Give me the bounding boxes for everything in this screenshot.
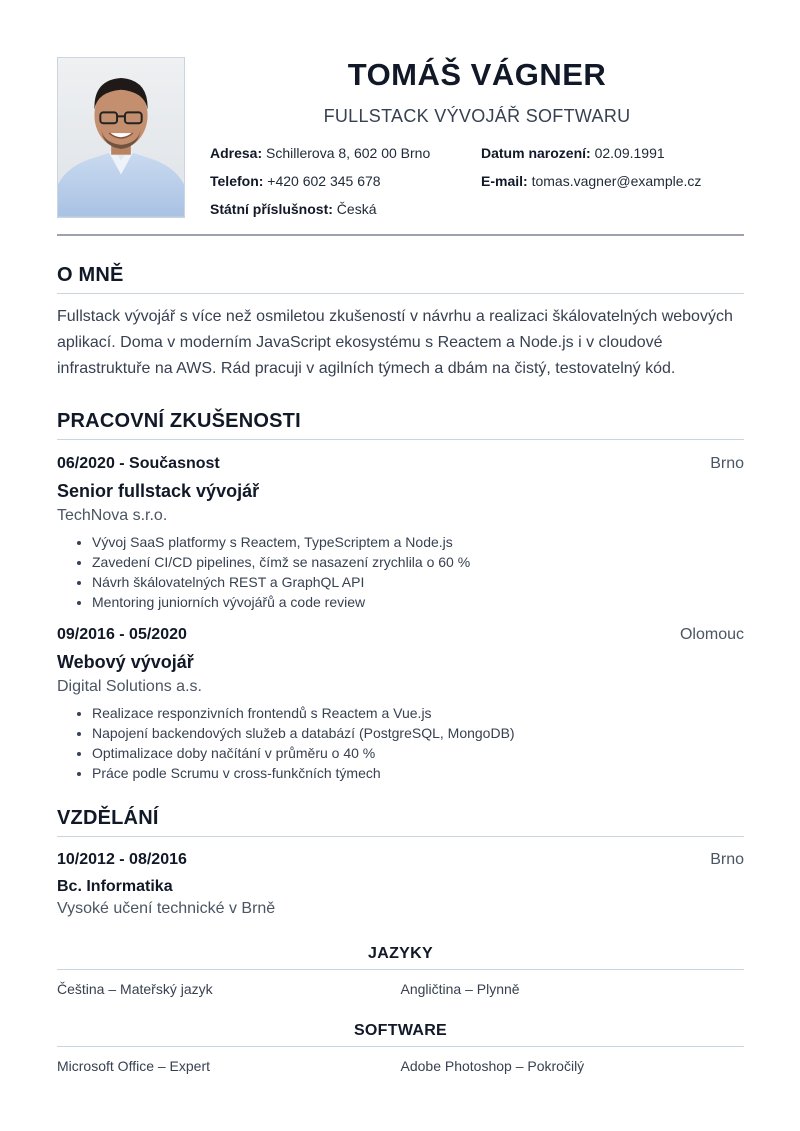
birth-date-field <box>481 145 665 161</box>
person-name: TOMÁŠ VÁGNER <box>347 57 607 92</box>
phone-field <box>210 173 381 189</box>
resume-header <box>57 0 744 237</box>
birth-date-value: 02.09.1991 <box>594 145 665 161</box>
education-degree: Bc. Informatika <box>57 878 173 895</box>
address-value: Schillerova 8, 602 00 Brno <box>266 145 431 161</box>
job-bullets <box>57 532 744 612</box>
list-item: • Práce podle Scrumu v cross-funkčních týmech <box>92 763 744 783</box>
phone-value: +420 602 345 678 <box>267 173 381 189</box>
email-label: E-mail: <box>481 173 528 189</box>
header-divider <box>57 234 744 236</box>
email-value: tomas.vagner@example.cz <box>531 173 702 189</box>
nationality-label: Státní příslušnost: <box>210 201 333 217</box>
nationality-value: Česká <box>336 201 377 217</box>
job-entry <box>57 626 744 783</box>
resume-page <box>57 0 744 1074</box>
job-header <box>57 626 744 644</box>
list-item: • Návrh škálovatelných REST a GraphQL API <box>92 572 744 592</box>
job-company: TechNova s.r.o. <box>57 507 168 524</box>
education-section <box>57 807 744 918</box>
list-item: • Zavedení CI/CD pipelines, čímž se nasazení zrychlila o 60 % <box>92 552 744 572</box>
languages-title: JAZYKY <box>57 945 744 970</box>
list-item: Angličtina – Plynně <box>400 981 520 997</box>
job-period: 09/2016 - 05/2020 <box>57 626 187 643</box>
languages-section <box>57 945 744 997</box>
job-entry <box>57 455 744 612</box>
job-place: Brno <box>710 455 744 472</box>
education-place: Brno <box>710 851 744 868</box>
list-item: • Mentoring juniorních vývojářů a code review <box>92 592 744 612</box>
person-portrait-icon <box>58 58 184 217</box>
list-item: Čeština – Mateřský jazyk <box>57 981 213 997</box>
education-header <box>57 851 744 869</box>
education-school: Vysoké učení technické v Brně <box>57 900 276 917</box>
software-title: SOFTWARE <box>57 1022 744 1047</box>
about-title: O MNĚ <box>57 264 744 294</box>
job-header <box>57 455 744 473</box>
job-period: 06/2020 - Současnost <box>57 455 220 472</box>
profile-photo <box>57 57 185 218</box>
address-label: Adresa: <box>210 145 263 161</box>
phone-label: Telefon: <box>210 173 264 189</box>
job-place: Olomouc <box>679 626 744 643</box>
list-item: • Napojení backendových služeb a databází (PostgreSQL, MongoDB) <box>92 723 744 743</box>
software-list <box>57 1058 744 1074</box>
job-role: Senior fullstack vývojář <box>57 481 260 501</box>
languages-list <box>57 981 744 997</box>
list-item: • Realizace responzivních frontendů s Reactem a Vue.js <box>92 703 744 723</box>
job-bullets <box>57 703 744 783</box>
experience-section <box>57 410 744 783</box>
list-item: • Optimalizace doby načítání v průměru o 40 % <box>92 743 744 763</box>
job-role: Webový vývojář <box>57 652 194 672</box>
job-company: Digital Solutions a.s. <box>57 678 202 695</box>
about-section <box>57 264 744 382</box>
birth-date-label: Datum narození: <box>481 145 591 161</box>
address-field <box>210 145 430 161</box>
education-period: 10/2012 - 08/2016 <box>57 851 187 868</box>
job-title: FULLSTACK VÝVOJÁŘ SOFTWARU <box>323 106 631 126</box>
software-section <box>57 1022 744 1074</box>
experience-title: PRACOVNÍ ZKUŠENOSTI <box>57 410 744 440</box>
email-field <box>481 173 701 189</box>
about-text: Fullstack vývojář s více než osmiletou zkušeností v návrhu a realizaci škálovatelných webových aplikací. Doma v moderním JavaScript ekosystému s Reactem a Node.js i v cloudové infrastruktuře na AWS. Rád pracuji v agilních týmech a dbám na čistý, testovatelný kód. <box>57 308 733 377</box>
list-item: Adobe Photoshop – Pokročilý <box>400 1058 585 1074</box>
list-item: • Vývoj SaaS platformy s Reactem, TypeScriptem a Node.js <box>92 532 744 552</box>
nationality-field <box>210 201 376 217</box>
education-title: VZDĚLÁNÍ <box>57 807 744 837</box>
list-item: Microsoft Office – Expert <box>57 1058 211 1074</box>
